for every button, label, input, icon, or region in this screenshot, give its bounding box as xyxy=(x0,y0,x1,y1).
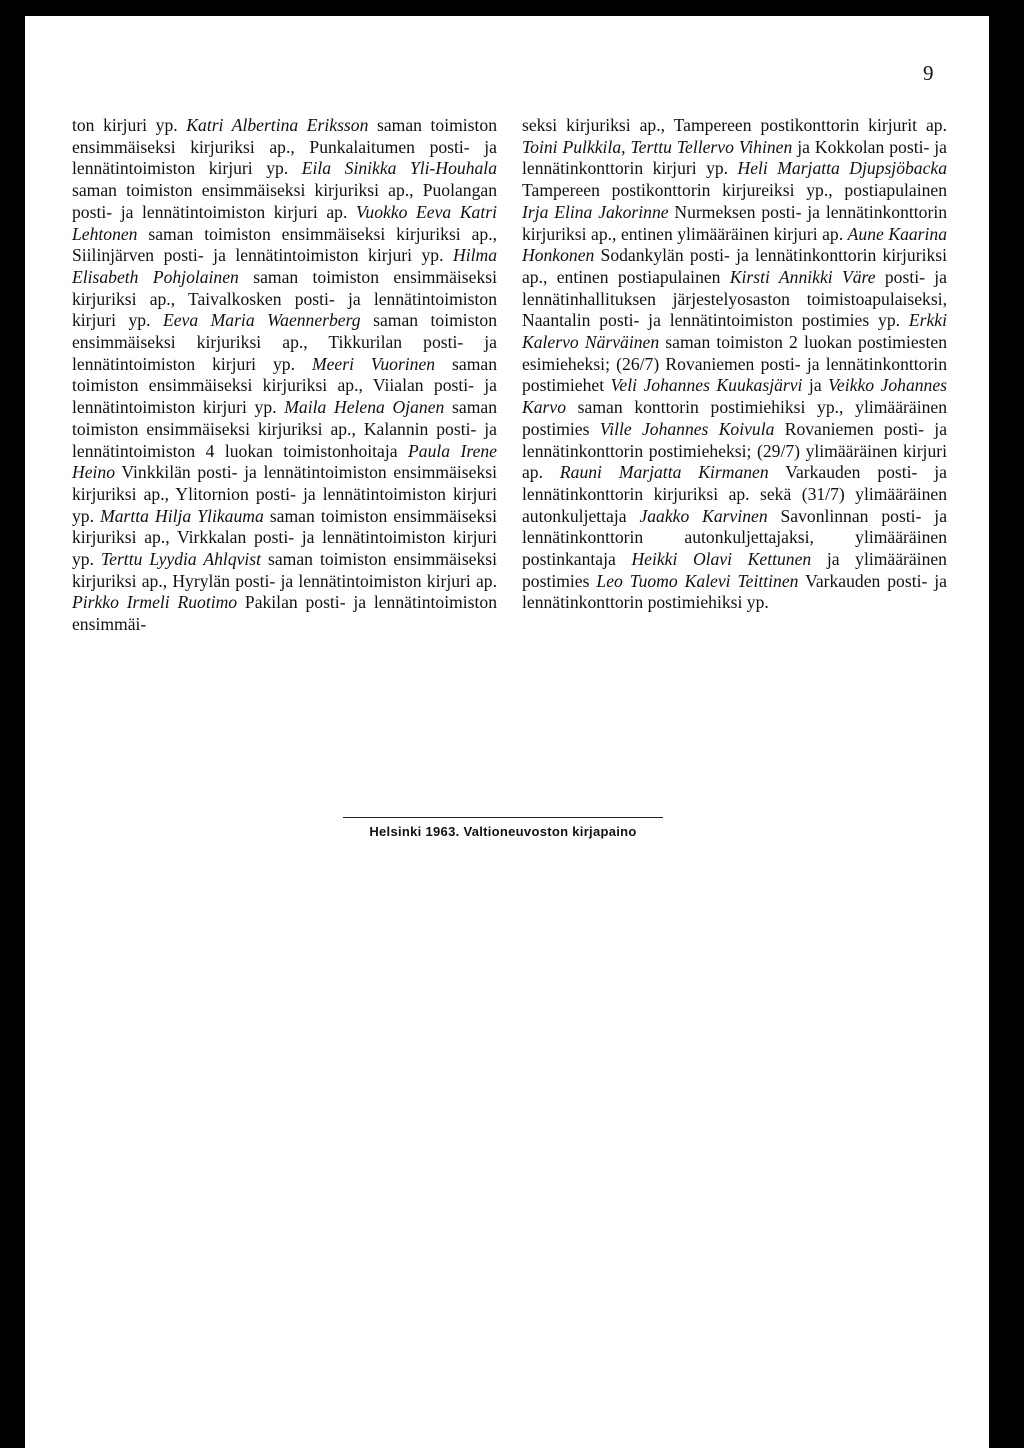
person-name: Terttu Lyydia Ahlqvist xyxy=(100,549,262,570)
text-run: saman toimiston ensimmäiseksi kirjuriksi ap., Virkkalan posti- ja lennätintoimiston kirjuri yp. xyxy=(72,505,498,570)
text-column-left xyxy=(72,115,497,636)
text-run: Tampereen postikonttorin kirjureiksi yp., postiapulainen xyxy=(522,180,947,201)
person-name: Toini Pulkkila, Terttu Tellervo Vihinen xyxy=(522,136,793,157)
person-name: Leo Tuomo Kalevi Teittinen xyxy=(596,570,799,591)
text-run: ja ylimääräinen postimies xyxy=(522,549,947,591)
text-run: Varkauden posti- ja lennätinkonttorin kirjuriksi ap. sekä (31/7) ylimääräinen autonkuljettaja xyxy=(522,462,947,526)
person-name: Eeva Maria Waennerberg xyxy=(162,310,361,331)
text-run: ton kirjuri yp. xyxy=(72,115,187,135)
document-page xyxy=(25,16,989,1448)
text-run: saman toimiston ensimmäiseksi kirjuriksi ap., Tikkurilan posti- ja lennätintoimiston kirjuri yp. xyxy=(72,310,498,374)
text-run: saman toimiston 2 luokan postimiesten esimieheksi; (26/7) Rovaniemen posti- ja lennätinkonttorin postimiehet xyxy=(522,332,947,396)
text-run: Rovaniemen posti- ja lennätinkonttorin postimieheksi; (29/7) ylimääräinen kirjuri ap. xyxy=(522,418,947,483)
text-run: saman toimiston ensimmäiseksi kirjuriksi ap., Kalannin posti- ja lennätintoimiston 4 luokan toimistonhoitaja xyxy=(72,397,497,461)
text-run: saman toimiston ensimmäiseksi kirjuriksi ap., Hyrylän posti- ja lennätintoimiston kirjuri ap. xyxy=(72,549,498,591)
text-run: Sodankylän posti- ja lennätinkonttorin kirjuriksi ap., entinen postiapulainen xyxy=(522,245,947,287)
text-run: Vinkkilän posti- ja lennätintoimiston ensimmäiseksi kirjuriksi ap., Ylitornion posti- ja lennätintoimiston kirjuri yp. xyxy=(72,462,497,526)
person-name: Pirkko Irmeli Ruotimo xyxy=(72,592,238,613)
text-run: saman toimiston ensimmäiseksi kirjuriksi ap., Taivalkosken posti- ja lennätintoimiston kirjuri yp. xyxy=(72,266,497,331)
text-run: Varkauden posti- ja lennätinkonttorin postimiehiksi yp. xyxy=(522,570,947,613)
text-run: saman konttorin postimiehiksi yp., ylimääräinen postimies xyxy=(522,397,947,439)
person-name: Veikko Johannes Karvo xyxy=(522,375,947,418)
person-name: Aune Kaarina Honkonen xyxy=(522,223,947,266)
person-name: Veli Johannes Kuukasjärvi xyxy=(610,375,803,396)
text-run: saman toimiston ensimmäiseksi kirjuriksi ap., Puolangan posti- ja lennätintoimiston kirjuri ap. xyxy=(72,180,497,222)
text-run: saman toimiston ensimmäiseksi kirjuriksi ap., Punkalaitumen posti- ja lennätintoimiston kirjuri yp. xyxy=(72,115,498,179)
printer-imprint: Helsinki 1963. Valtioneuvoston kirjapaino xyxy=(369,824,637,839)
text-run: saman toimiston ensimmäiseksi kirjuriksi ap., Siilinjärven posti- ja lennätintoimiston kirjuri yp. xyxy=(72,223,497,266)
text-run: ja Kokkolan posti- ja lennätinkonttorin kirjuri yp. xyxy=(522,136,947,179)
person-name: Katri Albertina Eriksson xyxy=(186,115,369,135)
person-name: Maila Helena Ojanen xyxy=(284,397,445,418)
person-name: Kirsti Annikki Väre xyxy=(729,266,876,287)
text-run: seksi kirjuriksi ap., Tampereen postikonttorin kirjurit ap. xyxy=(522,115,947,135)
text-run: Savonlinnan posti- ja lennätinkonttorin autonkuljettajaksi, ylimääräinen postinkantaja xyxy=(522,505,947,570)
text-run: Pakilan posti- ja lennätintoimiston ensimmäi- xyxy=(72,592,497,635)
person-name: Jaakko Karvinen xyxy=(639,505,768,526)
text-run: ja xyxy=(802,375,829,396)
person-name: Erkki Kalervo Närväinen xyxy=(522,310,947,353)
person-name: Heli Marjatta Djupsjöbacka xyxy=(737,158,948,179)
page-number: 9 xyxy=(923,61,934,85)
person-name: Martta Hilja Ylikauma xyxy=(100,505,264,526)
text-run: saman toimiston ensimmäiseksi kirjuriksi ap., Viialan posti- ja lennätintoimiston kirjuri yp. xyxy=(72,353,497,418)
person-name: Paula Irene Heino xyxy=(72,440,497,483)
person-name: Eila Sinikka Yli-Houhala xyxy=(301,158,497,179)
imprint-rule xyxy=(343,817,663,818)
text-column-right xyxy=(522,115,947,614)
person-name: Ville Johannes Koivula xyxy=(599,418,775,439)
person-name: Meeri Vuorinen xyxy=(311,353,436,374)
person-name: Rauni Marjatta Kirmanen xyxy=(559,462,769,483)
person-name: Vuokko Eeva Katri Lehtonen xyxy=(72,201,497,244)
person-name: Hilma Elisabeth Pohjolainen xyxy=(72,245,497,287)
person-name: Heikki Olavi Kettunen xyxy=(631,549,812,570)
person-name: Irja Elina Jakorinne xyxy=(522,201,669,222)
text-run: Nurmeksen posti- ja lennätinkonttorin kirjuriksi ap., entinen ylimääräinen kirjuri ap. xyxy=(522,201,948,244)
text-run: posti- ja lennätinhallituksen järjestelyosaston toimistoapulaiseksi, Naantalin posti- ja lennätintoimiston postimies yp. xyxy=(522,266,947,331)
